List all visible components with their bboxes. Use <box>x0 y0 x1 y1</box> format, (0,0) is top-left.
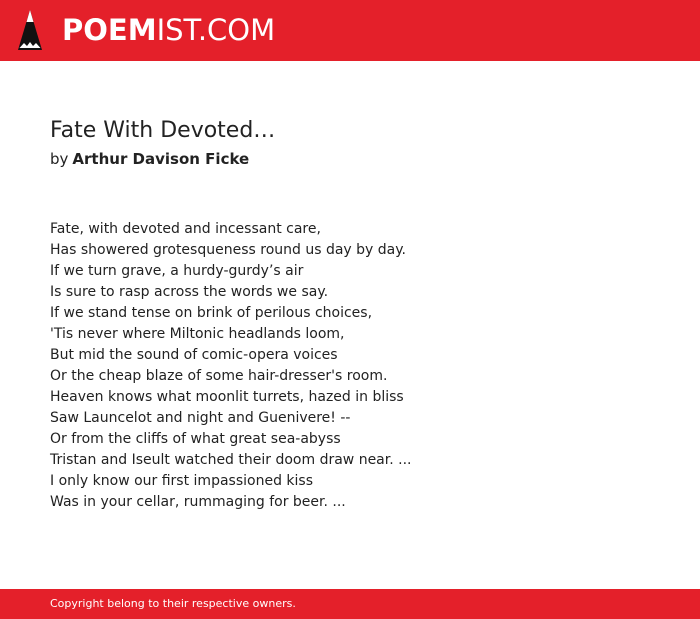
poem-line: If we stand tense on brink of perilous choices, <box>50 305 373 321</box>
logo-bold-text: POEM <box>62 13 157 47</box>
poem-body <box>50 219 411 513</box>
poem-line: Or from the cliffs of what great sea-abyss <box>50 431 341 447</box>
poem-line: Fate, with devoted and incessant care, <box>50 221 321 237</box>
poem-line: Or the cheap blaze of some hair-dresser's room. <box>50 368 388 384</box>
site-footer <box>0 589 700 619</box>
poem-line: But mid the sound of comic-opera voices <box>50 347 338 363</box>
poem-line: I only know our first impassioned kiss <box>50 473 313 489</box>
poem-line: Was in your cellar, rummaging for beer. ... <box>50 494 346 510</box>
copyright-text: Copyright belong to their respective owners. <box>50 597 296 610</box>
poem-line: Is sure to rasp across the words we say. <box>50 284 329 300</box>
poem-line: Tristan and Iseult watched their doom draw near. ... <box>50 452 412 468</box>
logo-light-text: IST.COM <box>156 13 276 47</box>
by-label: by <box>50 150 69 168</box>
poem-line: 'Tis never where Miltonic headlands loom, <box>50 326 345 342</box>
poem-line: Heaven knows what moonlit turrets, hazed in bliss <box>50 389 404 405</box>
site-header <box>0 0 700 61</box>
poem-line: If we turn grave, a hurdy-gurdy’s air <box>50 263 304 279</box>
pencil-icon[interactable] <box>18 10 42 50</box>
poem-byline <box>50 148 249 170</box>
poem-line: Saw Launcelot and night and Guenivere! -- <box>50 410 351 426</box>
poem-line: Has showered grotesqueness round us day by day. <box>50 242 406 258</box>
author-name: Arthur Davison Ficke <box>72 150 250 168</box>
site-logo[interactable] <box>62 13 275 47</box>
poem-title: Fate With Devoted… <box>50 118 276 143</box>
